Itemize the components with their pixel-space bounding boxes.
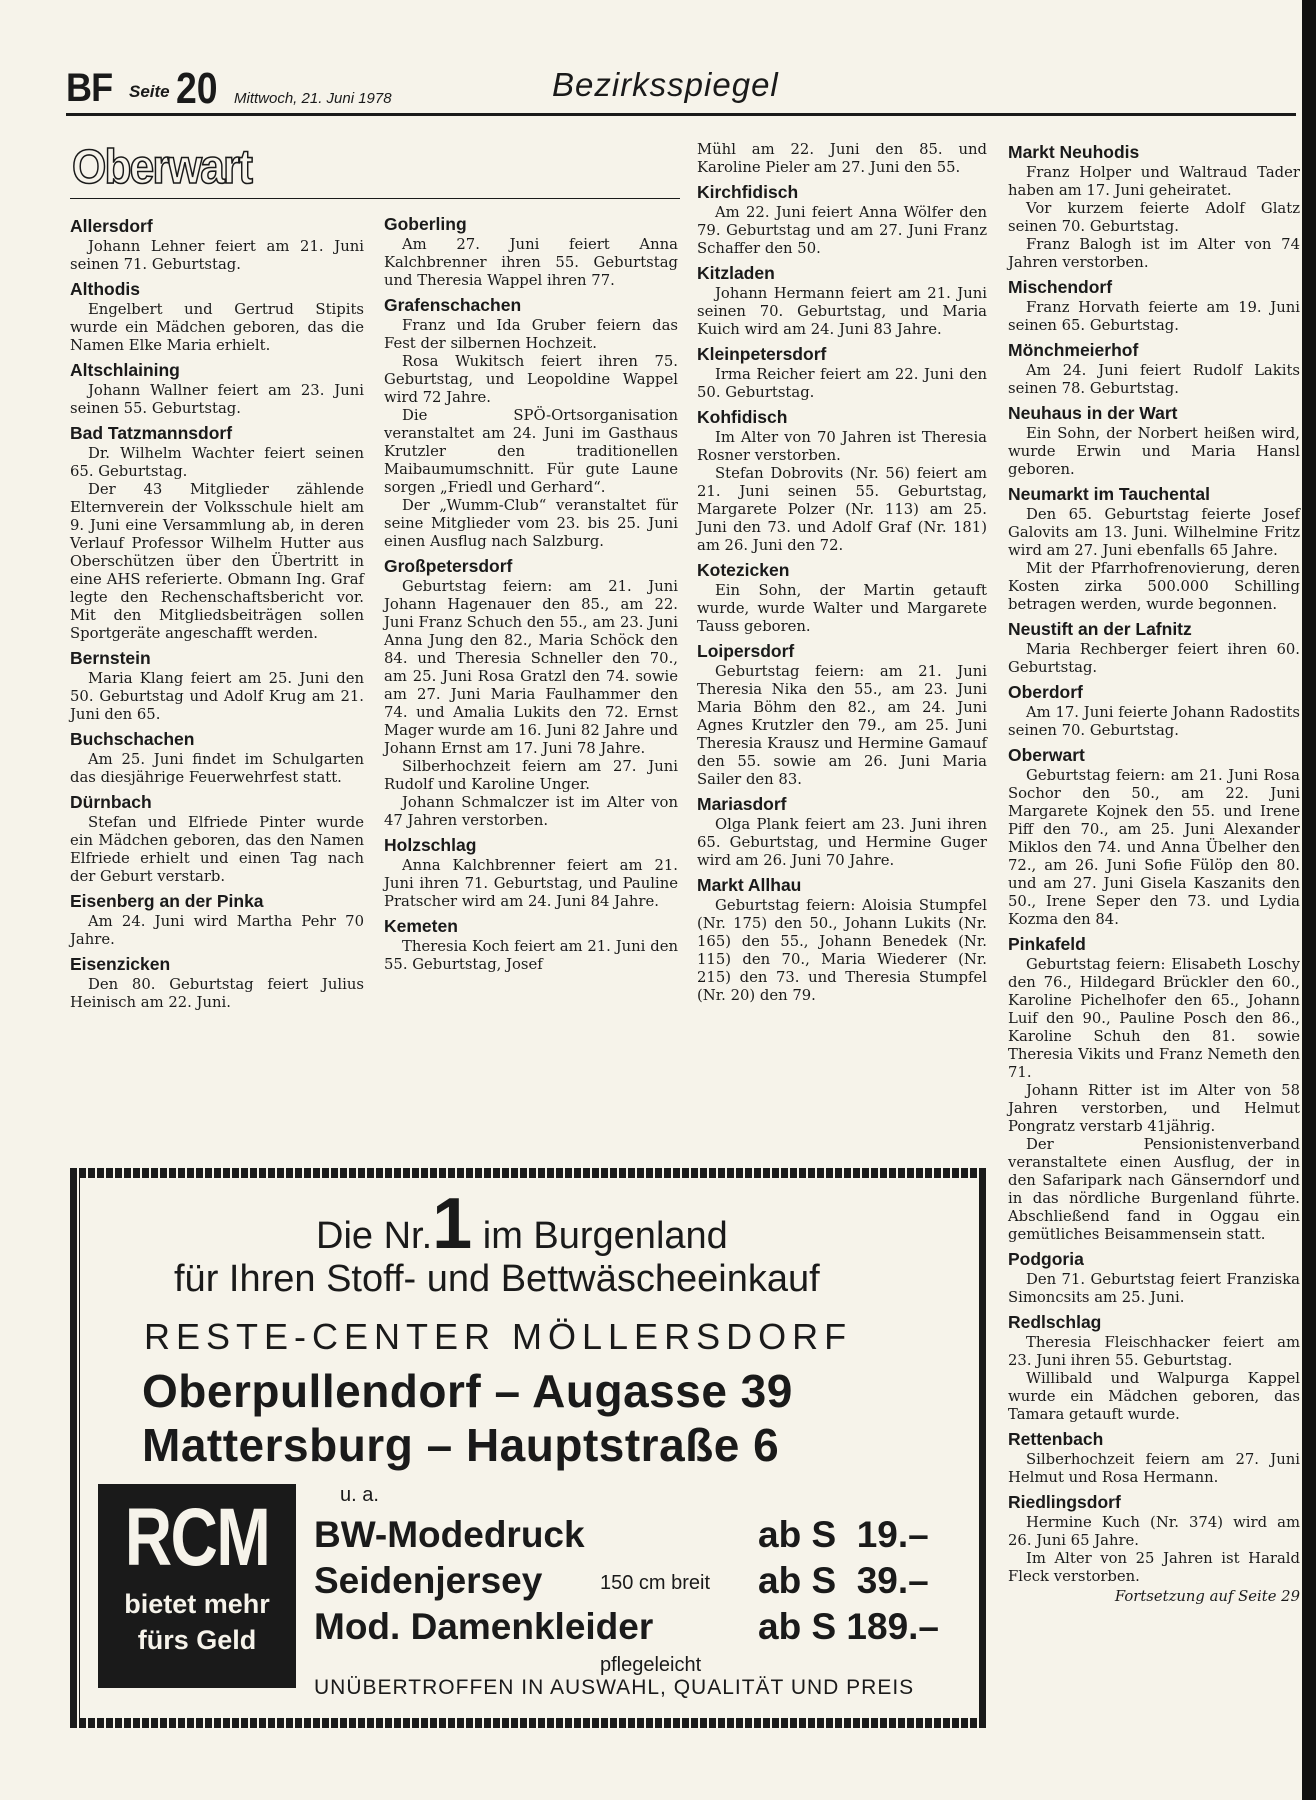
place-heading: Kirchfidisch <box>697 182 799 202</box>
news-paragraph: Am 17. Juni feierte Johann Radostits seinen 70. Geburtstag. <box>1008 704 1300 739</box>
news-paragraph: Silberhochzeit feiern am 27. Juni Helmut und Rosa Hermann. <box>1008 1451 1300 1486</box>
news-entry <box>697 641 987 789</box>
ad-product-name: Mod. Damenkleider <box>314 1606 654 1647</box>
place-heading: Oberdorf <box>1008 682 1083 702</box>
news-paragraph: Johann Ritter ist im Alter von 58 Jahren verstorben, und Helmut Pongratz verstarb 41jährig. <box>1008 1082 1300 1135</box>
news-entry <box>384 556 678 830</box>
place-heading: Pinkafeld <box>1008 934 1086 954</box>
news-paragraph: Der 43 Mitglieder zählende Elternverein der Volksschule hielt am 9. Juni eine Versammlung ab, in deren Verlauf Professor Wilhelm Hutter aus Oberschützen über den Übertritt in eine AHS referierte. Obmann Ing. Graf legte den Rechenschaftsbericht vor. Mit den Mitgliedsbeiträgen sollen Sportgeräte angeschafft werden. <box>70 481 364 642</box>
place-heading: Großpetersdorf <box>384 556 513 576</box>
paper-logo: BF <box>66 66 113 110</box>
ad-product-name: Seidenjersey <box>314 1560 543 1601</box>
news-column-3 <box>697 141 987 1005</box>
news-paragraph: Olga Plank feiert am 23. Juni ihren 65. Geburtstag, und Hermine Guger wird am 26. Juni 70 Jahre. <box>697 816 987 869</box>
news-paragraph: Irma Reicher feiert am 22. Juni den 50. Geburtstag. <box>697 366 987 401</box>
news-paragraph: Franz Balogh ist im Alter von 74 Jahren verstorben. <box>1008 236 1300 271</box>
news-paragraph: Ein Sohn, der Martin getauft wurde, wurde Walter und Margarete Tauss geboren. <box>697 582 987 635</box>
news-entry <box>1008 277 1300 335</box>
news-entry <box>70 792 364 886</box>
news-entry <box>697 263 987 339</box>
news-paragraph: Dr. Wilhelm Wachter feiert seinen 65. Geburtstag. <box>70 445 364 480</box>
news-paragraph: Johann Hermann feiert am 21. Juni seinen 70. Geburtstag, und Maria Kuich wird am 24. Juni 83 Jahre. <box>697 285 987 338</box>
place-heading: Riedlingsdorf <box>1008 1492 1121 1512</box>
news-paragraph: Johann Wallner feiert am 23. Juni seinen 55. Geburtstag. <box>70 382 364 417</box>
place-heading: Altschlaining <box>70 360 180 380</box>
news-paragraph: Willibald und Walpurga Kappel wurde ein Mädchen geboren, das Tamara getauft wurde. <box>1008 1370 1300 1423</box>
ad-ua: u. a. <box>340 1484 379 1506</box>
news-entry <box>384 916 678 974</box>
news-paragraph: Der Pensionistenverband veranstaltete einen Ausflug, der in den Safaripark nach Gänserndorf und in das nördliche Burgenland führte. Abschließend fand in Oggau ein gemütliches Beisammensein statt. <box>1008 1136 1300 1243</box>
news-paragraph: Mit der Pfarrhofrenovierung, deren Kosten zirka 500.000 Schilling betragen werden, wurde begonnen. <box>1008 560 1300 613</box>
page-header <box>66 62 1296 114</box>
ad-headline-pre: Die Nr. <box>316 1215 433 1257</box>
rcm-logo: RCM <box>124 1492 270 1583</box>
rcm-slogan-2: fürs Geld <box>137 1625 257 1655</box>
ad-store-name: RESTE-CENTER MÖLLERSDORF <box>144 1316 853 1357</box>
ad-headline-number: 1 <box>432 1184 473 1264</box>
news-paragraph: Stefan und Elfriede Pinter wurde ein Mädchen geboren, das den Namen Elfriede erhielt und einen Tag nach der Geburt verstarb. <box>70 814 364 885</box>
news-paragraph: Maria Klang feiert am 25. Juni den 50. Geburtstag und Adolf Krug am 21. Juni den 65. <box>70 670 364 723</box>
news-entry <box>1008 1249 1300 1307</box>
news-entry <box>1008 934 1300 1244</box>
news-paragraph: Der „Wumm-Club“ veranstaltet für seine Mitglieder vom 23. bis 25. Juni einen Ausflug nach Salzburg. <box>384 497 678 550</box>
news-column-4 <box>1008 142 1300 1606</box>
news-entry <box>697 875 987 1005</box>
news-entry <box>1008 340 1300 398</box>
place-heading: Podgoria <box>1008 1249 1084 1269</box>
ad-subline: für Ihren Stoff- und Bettwäscheeinkauf <box>174 1258 820 1300</box>
news-paragraph: Johann Lehner feiert am 21. Juni seinen 71. Geburtstag. <box>70 238 364 273</box>
issue-date: Mittwoch, 21. Juni 1978 <box>234 90 392 107</box>
place-heading: Holzschlag <box>384 835 477 855</box>
place-heading: Kitzladen <box>697 263 775 283</box>
advertisement <box>70 1168 988 1728</box>
news-entry <box>384 835 678 911</box>
news-column-2 <box>384 214 678 974</box>
news-paragraph: Geburtstag feiern: am 21. Juni Rosa Sochor den 50., am 22. Juni Margarete Kojnek den 55. und Irene Piff den 70., am 25. Juni Alexander Miklos den 74. und Anna Übelher den 72., am 26. Juni Sofie Fülöp den 80. und am 27. Juni Gisela Kaszanits den 50., Irene Seper den 73. und Lydia Kozma den 84. <box>1008 767 1300 928</box>
news-entry <box>697 794 987 870</box>
scan-edge <box>1302 0 1316 1800</box>
place-heading: Bernstein <box>70 648 151 668</box>
ad-headline-post: im Burgenland <box>482 1215 728 1257</box>
news-paragraph: Im Alter von 70 Jahren ist Theresia Rosner verstorben. <box>697 429 987 464</box>
news-paragraph: Den 65. Geburtstag feierte Josef Galovits am 13. Juni. Wilhelmine Fritz wird am 27. Juni ebenfalls 65 Jahre. <box>1008 506 1300 559</box>
news-entry <box>70 360 364 418</box>
place-heading: Mariasdorf <box>697 794 787 814</box>
place-heading: Kotezicken <box>697 560 790 580</box>
news-entry <box>1008 1312 1300 1424</box>
news-paragraph: Den 71. Geburtstag feiert Franziska Simoncsits am 25. Juni. <box>1008 1271 1300 1306</box>
news-entry <box>697 560 987 636</box>
place-heading: Mischendorf <box>1008 277 1113 297</box>
news-column-1 <box>70 216 364 1012</box>
place-heading: Kohfidisch <box>697 407 788 427</box>
place-heading: Kemeten <box>384 916 458 936</box>
news-entry <box>1008 403 1300 479</box>
news-entry <box>1008 1492 1300 1586</box>
ad-fabric-width: 150 cm breit <box>600 1572 711 1594</box>
news-paragraph: Franz Holper und Waltraud Tader haben am 17. Juni geheiratet. <box>1008 164 1300 199</box>
news-paragraph: Geburtstag feiern: Elisabeth Loschy den 76., Hildegard Brückler den 60., Karoline Pichelhofer den 65., Johann Luif den 90., Pauline Posch den 86., Karoline Schuh den 81. sowie Theresia Vikits und Franz Nemeth den 71. <box>1008 956 1300 1081</box>
news-entry <box>70 891 364 949</box>
ad-slogan: UNÜBERTROFFEN IN AUSWAHL, QUALITÄT UND PREIS <box>314 1676 915 1699</box>
ad-easy-care: pflegeleicht <box>600 1654 702 1676</box>
header-rule <box>66 113 1296 116</box>
place-heading: Mönchmeierhof <box>1008 340 1139 360</box>
news-entry <box>697 344 987 402</box>
news-paragraph: Franz und Ida Gruber feiern das Fest der silbernen Hochzeit. <box>384 317 678 352</box>
news-paragraph: Rosa Wukitsch feiert ihren 75. Geburtstag, und Leopoldine Wappel wird 72 Jahre. <box>384 353 678 406</box>
news-paragraph: Johann Schmalczer ist im Alter von 47 Jahren verstorben. <box>384 794 678 829</box>
news-entry <box>1008 745 1300 929</box>
news-paragraph: Geburtstag feiern: Aloisia Stumpfel (Nr. 175) den 50., Johann Lukits (Nr. 165) den 55., Johann Benedek (Nr. 115) den 70., Maria Wiederer (Nr. 215) den 73. und Theresia Stumpfel (Nr. 20) den 79. <box>697 897 987 1004</box>
news-entry <box>1008 142 1300 272</box>
news-paragraph: Maria Rechberger feiert ihren 60. Geburtstag. <box>1008 641 1300 676</box>
section-title: Bezirksspiegel <box>552 66 779 103</box>
place-heading: Markt Allhau <box>697 875 802 895</box>
place-heading: Oberwart <box>1008 745 1085 765</box>
news-paragraph: Im Alter von 25 Jahren ist Harald Fleck verstorben. <box>1008 1550 1300 1585</box>
news-paragraph: Geburtstag feiern: am 21. Juni Theresia Nika den 55., am 23. Juni Maria Böhm den 82., am 24. Juni Agnes Krutzler den 79., am 25. Juni Theresia Krausz und Hermine Gamauf den 55. sowie am 26. Juni Maria Sailer den 83. <box>697 663 987 788</box>
place-heading: Neuhaus in der Wart <box>1008 403 1178 423</box>
place-heading: Kleinpetersdorf <box>697 344 827 364</box>
news-entry <box>70 423 364 643</box>
place-heading: Neustift an der Lafnitz <box>1008 619 1192 639</box>
place-heading: Loipersdorf <box>697 641 795 661</box>
place-heading: Buchschachen <box>70 729 195 749</box>
news-paragraph: Geburtstag feiern: am 21. Juni Johann Hagenauer den 85., am 22. Juni Franz Schuch den 55., am 23. Juni Anna Jung den 82., Maria Schöck den 84. und Theresia Schneller den 70., am 25. Juni Rosa Gratzl den 74. sowie am 27. Juni Maria Faulhammer den 74. und Amalia Lukits den 72. Ernst Mager wurde am 16. Juni 82 Jahre und Johann Ernst am 17. Juni 78 Jahre. <box>384 578 678 757</box>
news-entry <box>70 279 364 355</box>
place-heading: Dürnbach <box>70 792 152 812</box>
news-paragraph: Ein Sohn, der Norbert heißen wird, wurde Erwin und Maria Hansl geboren. <box>1008 425 1300 478</box>
news-entry <box>697 407 987 555</box>
news-paragraph: Am 27. Juni feiert Anna Kalchbrenner ihren 55. Geburtstag und Theresia Wappel ihren 77. <box>384 236 678 289</box>
news-entry <box>70 648 364 724</box>
rcm-slogan-1: bietet mehr <box>124 1589 270 1619</box>
news-paragraph: Am 24. Juni wird Martha Pehr 70 Jahre. <box>70 913 364 948</box>
place-heading: Bad Tatzmannsdorf <box>70 423 233 443</box>
news-entry <box>1008 619 1300 677</box>
ad-address-1: Oberpullendorf – Augasse 39 <box>142 1365 793 1417</box>
news-paragraph: Am 24. Juni feiert Rudolf Lakits seinen 78. Geburtstag. <box>1008 362 1300 397</box>
news-paragraph: Die SPÖ-Ortsorganisation veranstaltet am 24. Juni im Gasthaus Krutzler den traditionellen Maibaumumschnitt. Für gute Laune sorgen „Friedl und Gerhard“. <box>384 407 678 496</box>
ad-address-2: Mattersburg – Hauptstraße 6 <box>142 1419 780 1471</box>
news-entry <box>697 141 987 177</box>
news-paragraph: Franz Horvath feierte am 19. Juni seinen 65. Geburtstag. <box>1008 299 1300 334</box>
page-number: 20 <box>176 64 218 113</box>
ad-product-price: ab S 39.– <box>758 1560 929 1601</box>
title-rule <box>70 198 680 199</box>
news-paragraph: Am 22. Juni feiert Anna Wölfer den 79. Geburtstag und am 27. Juni Franz Schaffer den 50. <box>697 204 987 257</box>
ad-product-price: ab S 19.– <box>758 1514 929 1555</box>
news-paragraph: Am 25. Juni findet im Schulgarten das diesjährige Feuerwehrfest statt. <box>70 751 364 786</box>
news-paragraph: Stefan Dobrovits (Nr. 56) feiert am 21. Juni seinen 55. Geburtstag, Margarete Polzer (Nr. 113) am 25. Juni den 73. und Adolf Graf (Nr. 181) am 26. Juni den 72. <box>697 465 987 554</box>
place-heading: Althodis <box>70 279 140 299</box>
news-paragraph: Vor kurzem feierte Adolf Glatz seinen 70. Geburtstag. <box>1008 200 1300 235</box>
news-paragraph: Anna Kalchbrenner feiert am 21. Juni ihren 71. Geburtstag, und Pauline Pratscher wird am 24. Juni 84 Jahre. <box>384 857 678 910</box>
place-heading: Goberling <box>384 214 467 234</box>
news-paragraph: Engelbert und Gertrud Stipits wurde ein Mädchen geboren, das die Namen Elke Maria erhielt. <box>70 301 364 354</box>
ad-product-name: BW-Modedruck <box>314 1514 585 1555</box>
news-paragraph: Theresia Koch feiert am 21. Juni den 55. Geburtstag, Josef <box>384 938 678 973</box>
place-heading: Allersdorf <box>70 216 153 236</box>
news-entry <box>1008 484 1300 614</box>
place-heading: Redlschlag <box>1008 1312 1102 1332</box>
place-heading: Eisenzicken <box>70 954 171 974</box>
ad-product-price: ab S 189.– <box>758 1606 940 1647</box>
news-paragraph: Den 80. Geburtstag feiert Julius Heinisch am 22. Juni. <box>70 976 364 1011</box>
place-heading: Markt Neuhodis <box>1008 142 1140 162</box>
news-paragraph: Theresia Fleischhacker feiert am 23. Juni ihren 55. Geburtstag. <box>1008 1334 1300 1369</box>
news-paragraph: Mühl am 22. Juni den 85. und Karoline Pieler am 27. Juni den 55. <box>697 141 987 176</box>
place-heading: Rettenbach <box>1008 1429 1104 1449</box>
news-entry <box>70 216 364 274</box>
place-heading: Neumarkt im Tauchental <box>1008 484 1210 504</box>
news-entry <box>1008 682 1300 740</box>
news-entry <box>1008 1429 1300 1487</box>
news-entry <box>70 954 364 1012</box>
region-title: Oberwart <box>72 141 252 194</box>
page-label: Seite <box>129 82 170 101</box>
ad-headline <box>316 1184 728 1264</box>
news-entry <box>384 295 678 551</box>
news-entry <box>70 729 364 787</box>
rcm-logo-box <box>98 1484 296 1688</box>
place-heading: Grafenschachen <box>384 295 522 315</box>
continuation-note: Fortsetzung auf Seite 29 <box>1114 1588 1300 1605</box>
place-heading: Eisenberg an der Pinka <box>70 891 264 911</box>
news-paragraph: Silberhochzeit feiern am 27. Juni Rudolf und Karoline Unger. <box>384 758 678 793</box>
news-entry <box>697 182 987 258</box>
news-paragraph: Hermine Kuch (Nr. 374) wird am 26. Juni 65 Jahre. <box>1008 1514 1300 1549</box>
news-entry <box>384 214 678 290</box>
